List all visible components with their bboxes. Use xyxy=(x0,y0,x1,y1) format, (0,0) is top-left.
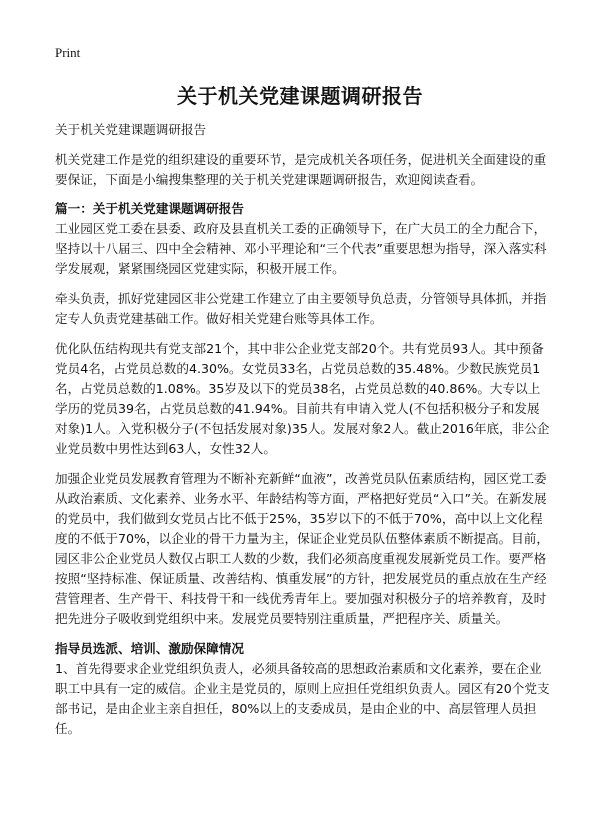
document-title: 关于机关党建课题调研报告 xyxy=(177,84,423,108)
intro-paragraph: 机关党建工作是党的组织建设的重要环节，是完成机关各项任务，促进机关全面建设的重要保证，下面是小编搜集整理的关于机关党建课题调研报告，欢迎阅读查看。 xyxy=(55,152,547,187)
body-paragraph: 优化队伍结构现共有党支部21个，其中非公企业党支部20个。共有党员93人。其中预备党员4名，占党员总数的4.30%。女党员33名，占党员总数的35.48%。少数民族党员1名，占党员总数的1.08%。35岁及以下的党员38名，占党员总数的40.86%。大专以上学历的党员39名，占党员总数的41.94%。目前共有申请入党人(不包括积极分子和发展对象)1人。入党积极分子(不包括发展对象)35人。发展对象2人。截止2016年底，非公企业党员数中男性达到63人，女性32人。 xyxy=(55,341,550,456)
document-body xyxy=(55,120,550,749)
body-paragraph: 加强企业党员发展教育管理为不断补充新鲜“血液”，改善党员队伍素质结构，园区党工委从政治素质、文化素养、业务水平、年龄结构等方面，严格把好党员“入口”关。在新发展的党员中，我们做到女党员占比不低于25%，35岁以下的不低于70%，高中以上文化程度的不低于70%，以企业的骨干力量为主，保证企业党员队伍整体素质不断提高。目前，园区非公企业党员人数仅占职工人数的少数，我们必须高度重视发展新党员工作。要严格按照“坚持标准、保证质量、改善结构、慎重发展”的方针，把发展党员的重点放在生产经营管理者、生产骨干、科技骨干和一线优秀青年上。要加强对积极分子的培养教育，及时把先进分子吸收到党组织中来。发展党员要特别注重质量，严把程序关、质量关。 xyxy=(55,471,549,626)
section-heading-1: 篇一：关于机关党建课题调研报告 xyxy=(55,201,244,216)
section-heading-2: 指导员选派、培训、激励保障情况 xyxy=(55,641,244,656)
print-link[interactable]: Print xyxy=(55,45,81,60)
body-paragraph: 牵头负责，抓好党建园区非公党建工作建立了由主要领导负总责，分管领导具体抓，并指定专人负责党建基础工作。做好相关党建台账等具体工作。 xyxy=(55,291,547,326)
document-subtitle: 关于机关党建课题调研报告 xyxy=(55,122,207,137)
body-paragraph: 工业园区党工委在县委、政府及县直机关工委的正确领导下，在广大员工的全力配合下，坚持以十八届三、四中全会精神、邓小平理论和“三个代表”重要思想为指导，深入落实科学发展观，紧紧围绕园区党建实际，积极开展工作。 xyxy=(55,221,547,276)
body-paragraph: 1、首先得要求企业党组织负责人，必须具备较高的思想政治素质和文化素养，要在企业职工中具有一定的威信。企业主是党员的，原则上应担任党组织负责人。园区有20个党支部书记，是由企业主亲自担任，80%以上的支委成员，是由企业的中、高层管理人员担任。 xyxy=(55,661,550,736)
